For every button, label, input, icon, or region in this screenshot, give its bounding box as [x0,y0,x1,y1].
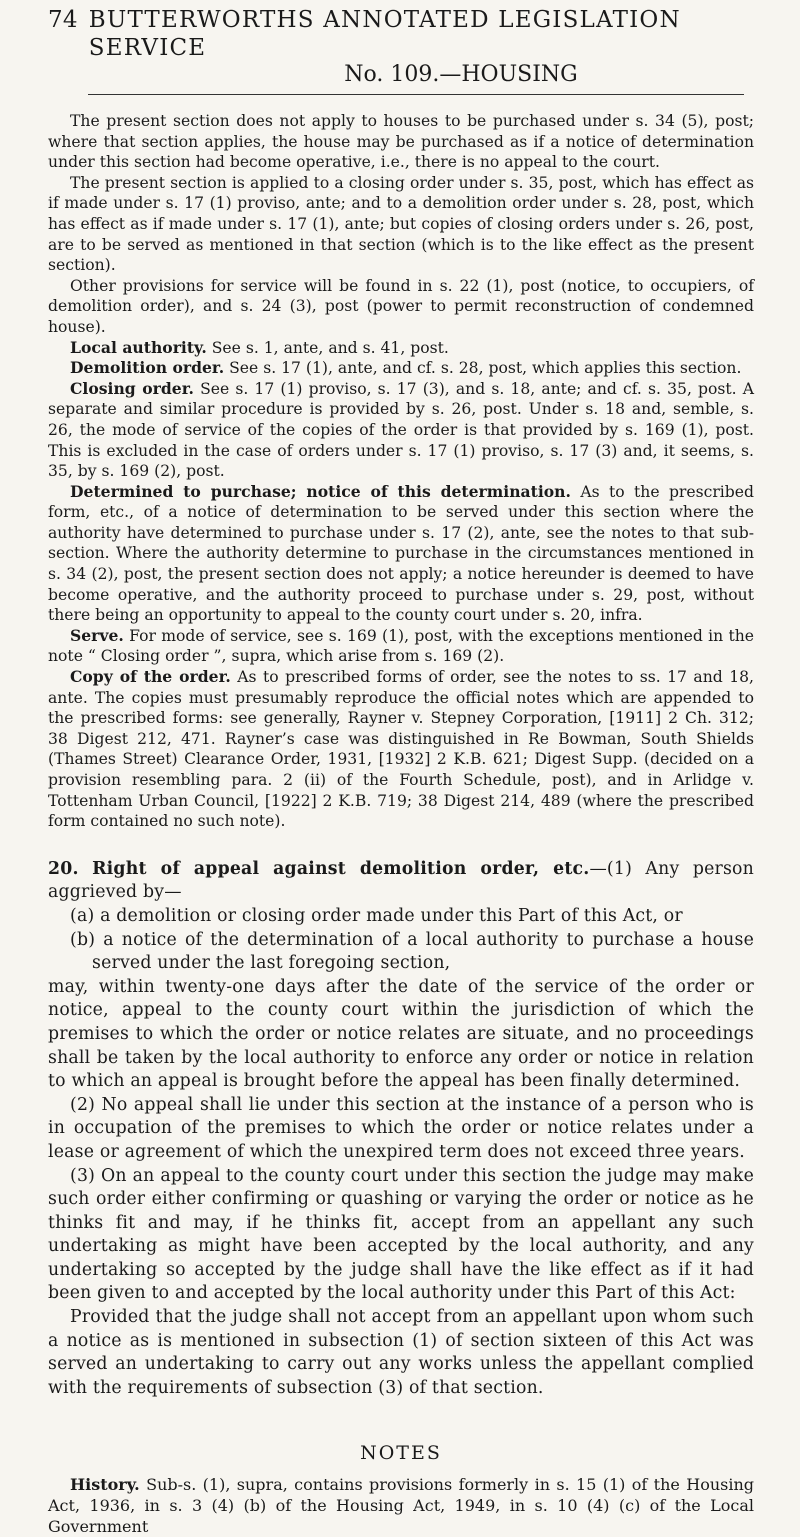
note-term: Closing order. [70,378,194,398]
note-serve [48,626,754,667]
history-paragraph [48,1474,754,1537]
note-local-authority [48,338,754,359]
note-paragraph: The present section does not apply to houses to be purchased under s. 34 (5), post; where that section applies, the house may be purchased as if a notice of determination under this section had become operative, i.e., there is no appeal to the court. [48,112,754,172]
note-term: Local authority. [70,337,207,357]
note-text: See s. 1, ante, and s. 41, post. [211,338,449,357]
section-number: 20. [48,858,79,879]
proviso: Provided that the judge shall not accept from an appellant upon whom such a notice as is mentioned in subsection (1) of section sixteen of this Act was served an undertaking to carry out any works unless the appellant complied with the requirements of subsection (3) of that section. [48,1307,754,1398]
note-closing-order [48,379,754,482]
note-text: Sub-s. (1), supra, contains provisions formerly in s. 15 (1) of the Housing Act, 1936, in s. 3 (4) (b) of the Housing Act, 1949, in s. 10 (4) (c) of the Local Government [48,1475,755,1537]
note-term: Copy of the order. [70,667,231,687]
header-rule [88,94,744,95]
section-item-b: (b) a notice of the determination of a local authority to purchase a house served under the last foregoing section, [70,929,754,974]
history-note [48,1474,754,1537]
section-heading [48,858,754,905]
note-text: As to the prescribed form, etc., of a notice of determination to be served under this section where the authority have determined to purchase under s. 17 (2), ante, see the notes to that sub-section. Where the authority determine to purchase in the circumstances mentioned in s. 34 (2), post, the present section does not apply; a notice hereunder is deemed to have become operative, and the authority proceed to purchase under s. 29, post, without there being an opportunity to appeal to the county court under s. 20, infra. [48,482,754,625]
note-term: History. [70,1475,140,1495]
page-number: 74 [48,7,78,33]
annotation-notes [48,111,754,832]
subsection-1-continuation: may, within twenty-one days after the date of the service of the order or notice, appeal to the county court within the jurisdiction of which the premises to which the order or notice relates are situate, and no proceedings shall be taken by the local authority to enforce any order or notice in relation to which an appeal is brought before the appeal has been finally determined. [48,976,754,1092]
notes-heading: NOTES [360,1442,442,1465]
note-text: See s. 17 (1) proviso, s. 17 (3), and s. 18, ante; and cf. s. 35, post. A separate and similar procedure is provided by s. 26, post. Under s. 18 and, semble, s. 26, the mode of service of the copies of the order is that provided by s. 169 (1), post. This is excluded in the case of orders under s. 17 (1) proviso, s. 17 (3) and, it seems, s. 35, by s. 169 (2), post. [48,379,754,481]
note-demolition-order [48,358,754,379]
running-head [48,6,754,62]
note-term: Serve. [70,625,124,645]
section-title: Right of appeal against demolition order, etc. [92,858,590,879]
publication-title: BUTTERWORTHS ANNOTATED LEGISLATION SERVICE [88,7,681,61]
note-term: Demolition order. [70,358,225,378]
note-paragraph: Other provisions for service will be found in s. 22 (1), post (notice, to occupiers, of demolition order), and s. 24 (3), post (power to permit reconstruction of condemned house). [48,276,754,336]
page [0,6,800,1537]
note-term: Determined to purchase; notice of this determination. [70,481,571,501]
subsection-3: (3) On an appeal to the county court under this section the judge may make such order either confirming or quashing or varying the order or notice as he thinks fit and may, if he thinks fit, accept from an appellant any such undertaking as might have been accepted by the local authority, and any undertaking so accepted by the judge shall have the like effect as if it had been given to and accepted by the local authority under this Part of this Act: [48,1165,754,1304]
section-lead: —(1) Any person aggrieved by— [48,858,754,903]
note-text: For mode of service, see s. 169 (1), post, with the exceptions mentioned in the note “ Closing order ”, supra, which arise from s. 169 (2). [48,626,754,666]
note-text: See s. 17 (1), ante, and cf. s. 28, post, which applies this section. [229,359,742,378]
note-text: As to prescribed forms of order, see the notes to ss. 17 and 18, ante. The copies must presumably reproduce the official notes which are appended to the prescribed forms: see generally, Rayner v. Stepney Corporation, [1911] 2 Ch. 312; 38 Digest 212, 471. Rayner’s case was distinguished in Re Bowman, South Shields (Thames Street) Clearance Order, 1931, [1932] 2 K.B. 621; Digest Supp. (decided on a provision resembling para. 2 (ii) of the Fourth Schedule, post), and in Arlidge v. Tottenham Urban Council, [1922] 2 K.B. 719; 38 Digest 214, 489 (where the prescribed form contained no such note). [48,668,754,831]
note-paragraph: The present section is applied to a closing order under s. 35, post, which has effect as if made under s. 17 (1) proviso, ante; and to a demolition order under s. 28, post, which has effect as if made under s. 17 (1), ante; but copies of closing orders under s. 26, post, are to be served as mentioned in that section (which is to the like effect as the present section). [48,173,754,275]
note-copy-of-order [48,667,754,832]
act-subtitle: No. 109.—HOUSING [344,62,578,87]
subsection-2: (2) No appeal shall lie under this section at the instance of a person who is in occupation of the premises to which the order or notice relates under a lease or agreement of which the unexpired term does not exceed three years. [48,1094,754,1162]
section-20 [48,858,754,1401]
section-item-a: (a) a demolition or closing order made under this Part of this Act, or [70,905,683,926]
note-determined [48,482,754,626]
